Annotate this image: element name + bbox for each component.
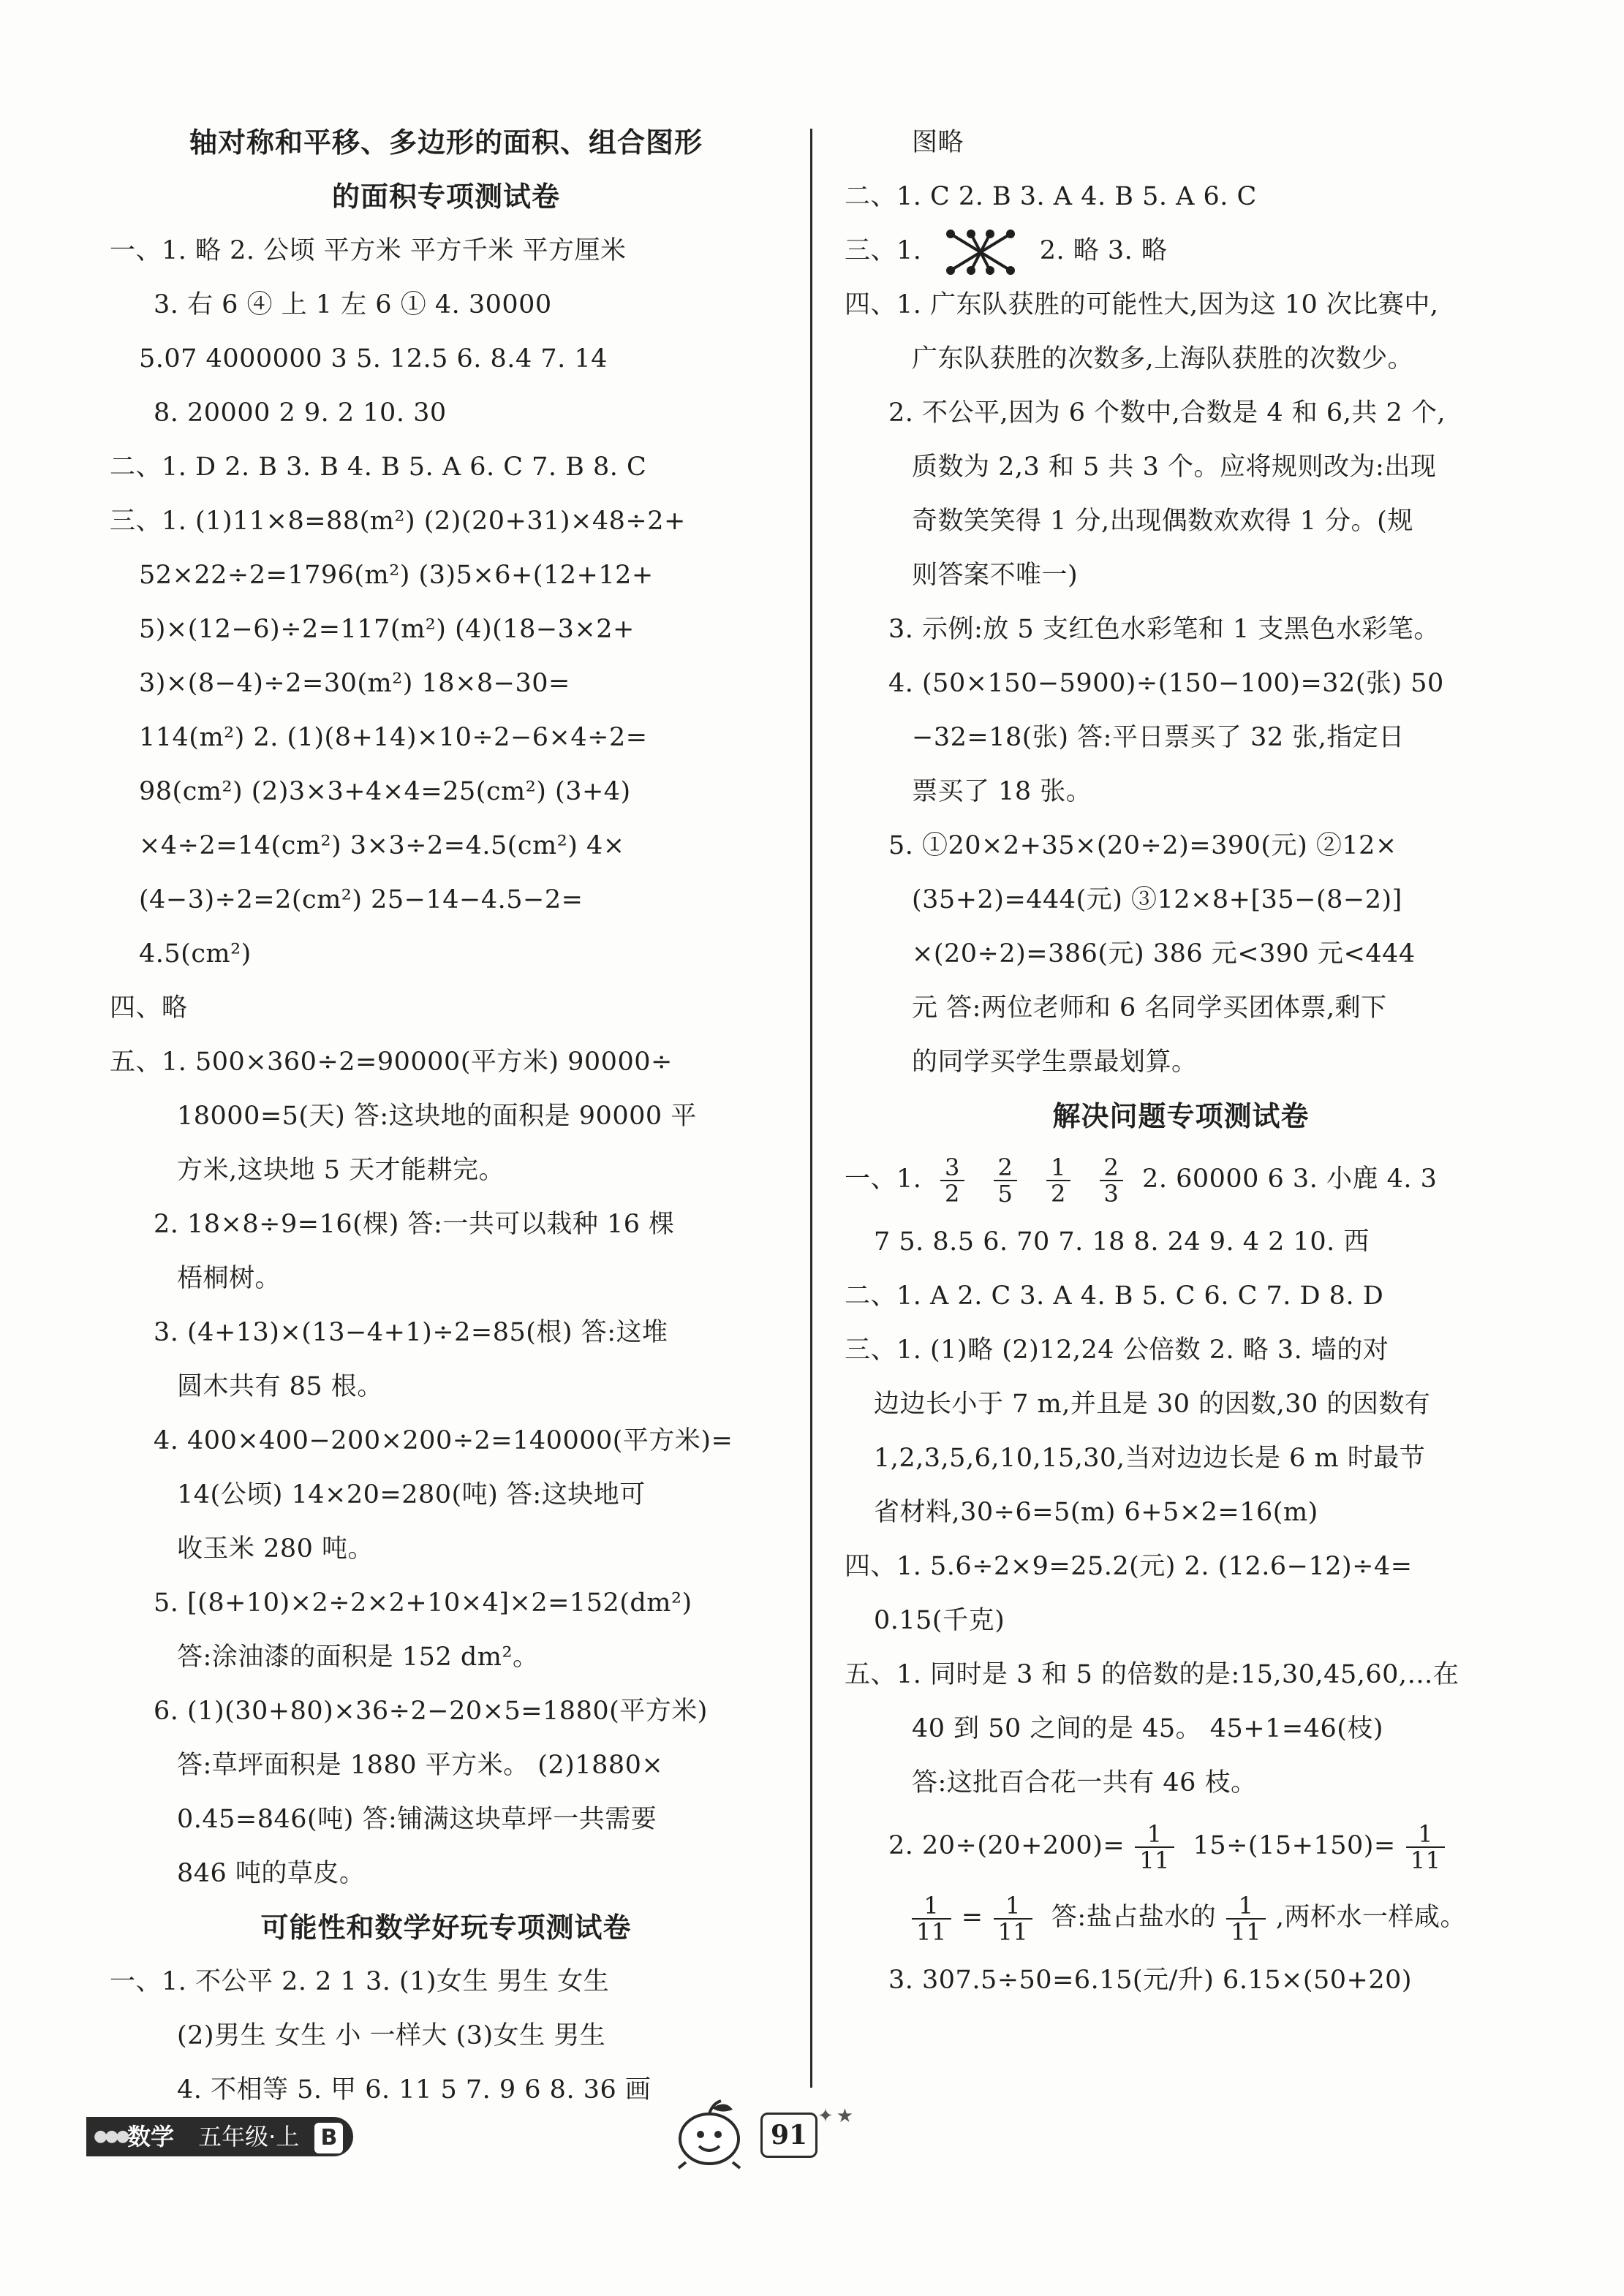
fraction: $\frac{1}{11}$ [1135, 1822, 1174, 1873]
answer-line: 四、1. 广东队获胜的可能性大,因为这 10 次比赛中, [845, 290, 1439, 319]
right-column [845, 115, 1517, 2007]
answer-line: 1,2,3,5,6,10,15,30,当对边边长是 6 m 时最节 [874, 1444, 1426, 1473]
section-title-probability: 可能性和数学好玩专项测试卷 [260, 1912, 632, 1944]
answer-line: 答:草坪面积是 1880 平方米。 (2)1880× [177, 1751, 664, 1780]
answer-line: 二、1. A 2. C 3. A 4. B 5. C 6. C 7. D 8. D [845, 1281, 1384, 1311]
answer-line: −32=18(张) 答:平日票买了 32 张,指定日 [912, 723, 1405, 752]
fraction: $\frac{1}{11}$ [1406, 1822, 1446, 1873]
answer-line: 3)×(8−4)÷2=30(m²) 18×8−30= [139, 669, 570, 698]
answer-line: 三、1. (1)11×8=88(m²) (2)(20+31)×48÷2+ [110, 507, 686, 536]
answer-line: 6. (1)(30+80)×36÷2−20×5=1880(平方米) [154, 1697, 708, 1726]
answer-line: (35+2)=444(元) ③12×8+[35−(8−2)] [912, 885, 1402, 914]
answer-text: 15÷(15+150)= [1193, 1831, 1396, 1860]
answer-line: 114(m²) 2. (1)(8+14)×10÷2−6×4÷2= [139, 723, 648, 752]
question-label: 三、1. [845, 236, 922, 265]
answer-text: 答:盐占盐水的 [1051, 1903, 1217, 1932]
subject-grade-badge [86, 2117, 353, 2156]
answer-line: 0.45=846(吨) 答:铺满这块草坪一共需要 [177, 1805, 657, 1834]
answer-line: 5)×(12−6)÷2=117(m²) (4)(18−3×2+ [139, 615, 635, 644]
answer-line: 则答案不唯一) [912, 561, 1079, 590]
left-column [110, 115, 782, 2117]
answer-line: 98(cm²) (2)3×3+4×4=25(cm²) (3+4) [139, 777, 631, 806]
answer-line: 质数为 2,3 和 5 共 3 个。应将规则改为:出现 [912, 452, 1437, 482]
answer-line: 18000=5(天) 答:这块地的面积是 90000 平 [177, 1102, 697, 1131]
answer-line: 3. 右 6 ④ 上 1 左 6 ① 4. 30000 [154, 290, 552, 319]
answer-line: 四、1. 5.6÷2×9=25.2(元) 2. (12.6−12)÷4= [845, 1552, 1413, 1581]
answer-line: (4−3)÷2=2(cm²) 25−14−4.5−2= [139, 885, 583, 914]
answer-line: 边边长小于 7 m,并且是 30 的因数,30 的因数有 [874, 1390, 1431, 1419]
answer-line: 4. (50×150−5900)÷(150−100)=32(张) 50 [888, 669, 1444, 698]
answer-line: 3. 307.5÷50=6.15(元/升) 6.15×(50+20) [888, 1966, 1413, 1995]
answer-line: 2. 不公平,因为 6 个数中,合数是 4 和 6,共 2 个, [888, 398, 1446, 428]
answer-line: 收玉米 280 吨。 [177, 1534, 374, 1564]
column-divider [810, 129, 812, 2088]
answer-line-fractions [845, 1882, 1517, 1953]
stars-decoration-icon: ✦★ [817, 2105, 857, 2127]
answer-line: 图略 [912, 128, 964, 157]
answer-line: 方米,这块地 5 天才能耕完。 [177, 1156, 505, 1185]
answer-line: 奇数笑笑得 1 分,出现偶数欢欢得 1 分。(规 [912, 507, 1413, 536]
answer-line: 二、1. D 2. B 3. B 4. B 5. A 6. C 7. B 8. C [110, 452, 647, 482]
section-title-geometry-2: 的面积专项测试卷 [331, 181, 560, 213]
answer-line: 元 答:两位老师和 6 名同学买团体票,剩下 [912, 993, 1387, 1023]
answer-line: 三、1. (1)略 (2)12,24 公倍数 2. 略 3. 墙的对 [845, 1335, 1389, 1365]
answer-line: 52×22÷2=1796(m²) (3)5×6+(12+12+ [139, 561, 654, 590]
answer-line: 5. ①20×2+35×(20÷2)=390(元) ②12× [888, 831, 1397, 860]
answer-line: 票买了 18 张。 [912, 777, 1092, 806]
answer-line: (2)男生 女生 小 一样大 (3)女生 男生 [177, 2021, 606, 2050]
question-label: 一、1. [845, 1164, 922, 1194]
answer-line: 四、略 [110, 993, 188, 1023]
answer-line: 0.15(千克) [874, 1606, 1005, 1635]
answer-line: 一、1. 不公平 2. 2 1 3. (1)女生 男生 女生 [110, 1967, 610, 1996]
apple-mascot-icon [664, 2096, 759, 2170]
fraction: $\frac{3}{2}$ [940, 1155, 964, 1206]
answer-line: 2. 18×8÷9=16(棵) 答:一共可以栽种 16 棵 [154, 1210, 675, 1239]
answer-line: 一、1. 略 2. 公顷 平方米 平方千米 平方厘米 [110, 236, 627, 265]
answer-line: 省材料,30÷6=5(m) 6+5×2=16(m) [874, 1498, 1318, 1527]
answer-text: = [961, 1903, 983, 1932]
answer-line: 14(公顷) 14×20=280(吨) 答:这块地可 [177, 1480, 646, 1509]
answer-line: 五、1. 500×360÷2=90000(平方米) 90000÷ [110, 1047, 673, 1077]
answer-line: 圆木共有 85 根。 [177, 1372, 383, 1401]
answer-line: 5.07 4000000 3 5. 12.5 6. 8.4 7. 14 [139, 344, 608, 374]
dots-decoration-icon: ●●● [94, 2127, 127, 2145]
answer-line: 梧桐树。 [177, 1264, 282, 1293]
answer-line: 7 5. 8.5 6. 70 7. 18 8. 24 9. 4 2 10. 西 [874, 1227, 1370, 1257]
answer-line: 的同学买学生票最划算。 [912, 1047, 1198, 1077]
answer-line-fractions [845, 1143, 1517, 1215]
answer-line-fractions [845, 1810, 1517, 1882]
answer-line: ×(20÷2)=386(元) 386 元<390 元<444 [912, 939, 1416, 969]
section-title-problem-solving: 解决问题专项测试卷 [1052, 1100, 1310, 1132]
answer-line: 五、1. 同时是 3 和 5 的倍数的是:15,30,45,60,…在 [845, 1660, 1459, 1689]
answer-line: 广东队获胜的次数多,上海队获胜的次数少。 [912, 344, 1414, 374]
answer-line: ×4÷2=14(cm²) 3×3÷2=4.5(cm²) 4× [139, 831, 625, 860]
fraction: $\frac{1}{11}$ [912, 1893, 951, 1944]
fraction: $\frac{1}{2}$ [1046, 1155, 1070, 1206]
answer-line: 4.5(cm²) [139, 939, 252, 969]
edition-label: B [314, 2123, 343, 2153]
page-number: 91 [760, 2113, 817, 2158]
answer-line: 4. 400×400−200×200÷2=140000(平方米)= [154, 1426, 733, 1455]
answer-text: 2. 20÷(20+200)= [888, 1831, 1125, 1860]
fraction: $\frac{2}{3}$ [1100, 1155, 1124, 1206]
section-title-geometry: 轴对称和平移、多边形的面积、组合图形 [189, 126, 703, 159]
answer-text: ,两杯水一样咸。 [1275, 1903, 1467, 1932]
star-line-figure-icon [940, 228, 1021, 276]
answer-line: 5. [(8+10)×2÷2×2+10×4]×2=152(dm²) [154, 1588, 692, 1618]
answer-line: 二、1. C 2. B 3. A 4. B 5. A 6. C [845, 182, 1257, 211]
answer-text: 2. 60000 6 3. 小鹿 4. 3 [1142, 1164, 1438, 1194]
answer-line: 3. (4+13)×(13−4+1)÷2=85(根) 答:这堆 [154, 1318, 668, 1347]
answer-line: 答:涂油漆的面积是 152 dm²。 [177, 1643, 539, 1672]
fraction: $\frac{1}{11}$ [1226, 1893, 1266, 1944]
answer-line: 40 到 50 之间的是 45。 45+1=46(枝) [912, 1714, 1384, 1743]
grade-label: 五年级·上 [198, 2123, 300, 2151]
answer-line-with-figure [845, 224, 1517, 278]
answer-line: 3. 示例:放 5 支红色水彩笔和 1 支黑色水彩笔。 [888, 615, 1440, 644]
fraction: $\frac{2}{5}$ [994, 1155, 1018, 1206]
answer-text: 2. 略 3. 略 [1039, 236, 1168, 265]
answer-line: 4. 不相等 5. 甲 6. 11 5 7. 9 6 8. 36 画 [177, 2075, 652, 2104]
subject-label: 数学 [127, 2123, 175, 2151]
answer-line: 846 吨的草皮。 [177, 1859, 366, 1888]
fraction: $\frac{1}{11}$ [994, 1893, 1033, 1944]
answer-line: 答:这批百合花一共有 46 枝。 [912, 1768, 1257, 1797]
answer-line: 8. 20000 2 9. 2 10. 30 [154, 398, 447, 428]
